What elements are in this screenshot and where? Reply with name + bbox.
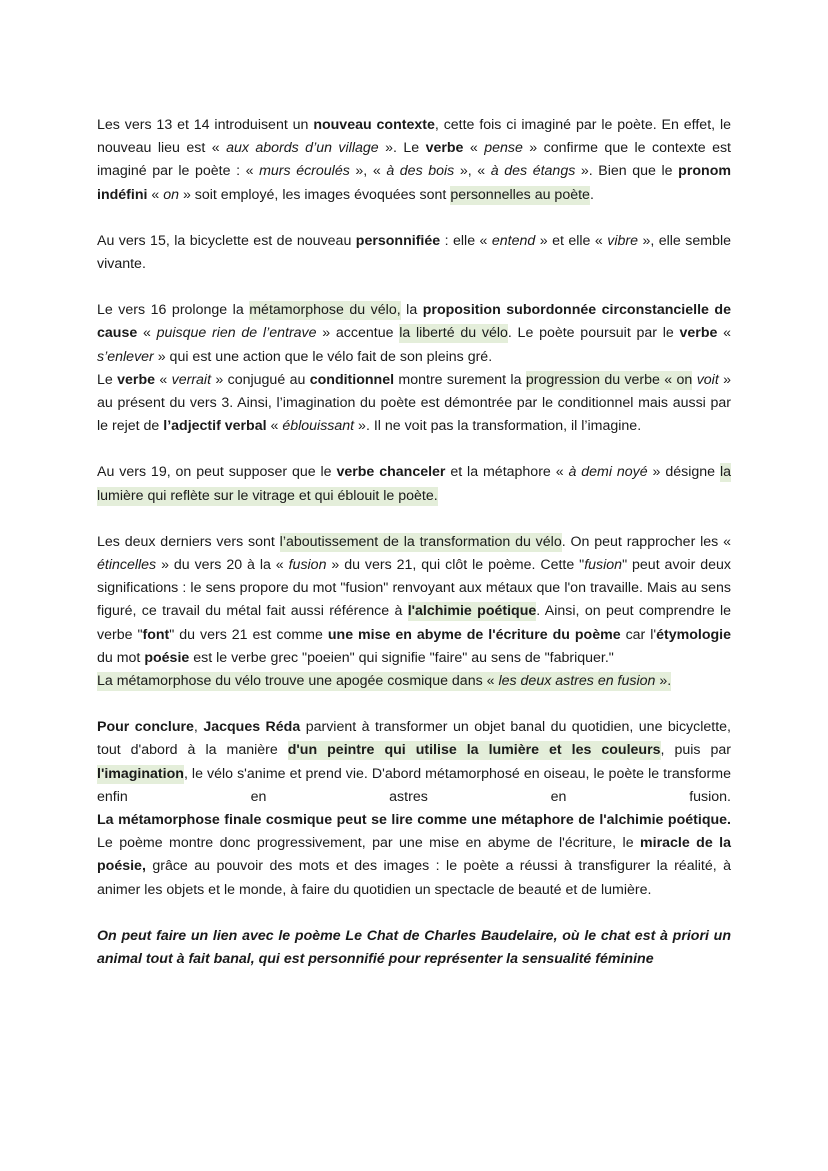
text-run: . Ainsi, on peut comprendre le verbe " xyxy=(97,603,731,643)
text-run: ». Il ne voit pas la transformation, il l’imagine. xyxy=(354,418,642,435)
text-run: « xyxy=(147,186,164,203)
highlighted-run: La métamorphose du vélo trouve une apogée cosmique dans « xyxy=(97,673,499,690)
paragraph-p8-pour-conclure xyxy=(97,716,731,809)
text-run: , xyxy=(193,719,204,736)
text-run: » du vers 21, qui clôt le poème. Cette " xyxy=(326,557,585,574)
bold-run: poésie xyxy=(144,649,190,666)
highlighted-run: ». xyxy=(655,673,672,690)
text-run: : elle « xyxy=(440,232,492,249)
italic-run: on xyxy=(163,186,180,203)
text-run: » accentue xyxy=(316,325,400,342)
italic-run: s’enlever xyxy=(97,348,154,365)
text-run: Le xyxy=(97,371,118,388)
italic-run: entend xyxy=(491,232,536,249)
italic-run: fusion xyxy=(584,557,623,574)
bold-run: miracle de la poésie, xyxy=(97,835,731,875)
text-run: montre surement la xyxy=(394,371,526,388)
text-run: . Le poète poursuit par le xyxy=(507,325,680,342)
highlighted-run: progression du verbe « on xyxy=(525,371,693,388)
italic-run: à des étangs xyxy=(490,163,576,180)
text-run: " peut avoir deux significations : le sens propore du mot "fusion" renvoyant aux métaux que l'on travaille. Mais au sens figuré, ce travail du métal fait aussi référence à xyxy=(97,557,731,620)
bold-run: conditionnel xyxy=(309,371,395,388)
text-run: » conjugué au xyxy=(211,371,310,388)
highlighted-run: l’aboutissement de la transformation du vélo xyxy=(279,533,562,550)
text-run: est le verbe grec "poeien" qui signifie "faire" au sens de "fabriquer." xyxy=(189,649,614,666)
italic-run: à demi noyé xyxy=(568,464,648,481)
paragraph-p3-vers-16 xyxy=(97,299,731,369)
paragraph-p4-verbe-verrait xyxy=(97,369,731,439)
text-run: » du vers 20 à la « xyxy=(156,557,289,574)
text-run: », elle semble vivante. xyxy=(97,232,731,273)
italic-run: puisque rien de l’entrave xyxy=(156,325,317,342)
bold-run: personnifiée xyxy=(355,232,441,249)
text-run: » au présent du vers 3. Ainsi, l’imagination du poète est démontrée par le conditionnel mais aussi par le rejet de xyxy=(97,371,732,435)
italic-run: vibre xyxy=(607,232,638,249)
text-run: . On peut rapprocher les « xyxy=(561,533,731,550)
bold-run: verbe xyxy=(117,371,155,388)
text-run: , cette fois ci imaginé par le poète. En effet, le nouveau lieu est « xyxy=(97,117,731,157)
text-run: » désigne xyxy=(647,464,720,481)
text-run: « xyxy=(717,325,731,342)
document-body xyxy=(97,114,731,971)
bold-run: verbe chanceler xyxy=(336,464,446,481)
italic-run: pense xyxy=(484,140,523,157)
bold-run: étymologie xyxy=(656,626,731,643)
text-run: » soit employé, les images évoquées sont xyxy=(179,186,451,203)
bold-run: La métamorphose finale cosmique peut se lire comme une métaphore de l'alchimie poétique. xyxy=(97,812,731,829)
text-run: ». Le xyxy=(378,140,426,157)
bold-run: verbe xyxy=(679,325,718,342)
text-run: " du vers 21 est comme xyxy=(169,626,328,643)
italic-run: étincelles xyxy=(97,557,157,574)
paragraph-p9-metamorphose-finale xyxy=(97,809,731,902)
bold-run: nouveau contexte xyxy=(313,117,435,133)
text-run: la xyxy=(400,302,423,319)
italic-run: verrait xyxy=(171,371,212,388)
text-run: », « xyxy=(454,163,491,180)
text-run: » qui est une action que le vélo fait de son pleins gré. xyxy=(153,348,493,365)
text-run: Les vers 13 et 14 introduisent un xyxy=(97,117,314,133)
text-run: », « xyxy=(349,163,387,180)
italic-run: voit xyxy=(696,371,719,388)
highlighted-run: la liberté du vélo xyxy=(399,325,508,342)
text-run: « xyxy=(137,325,157,342)
italic-highlighted-run: les deux astres en fusion xyxy=(498,673,656,690)
bold-run: verbe xyxy=(425,140,464,157)
highlighted-run: personnelles au poète xyxy=(450,186,590,203)
text-run: , puis par xyxy=(660,742,731,759)
highlighted-run: la lumière qui reflète sur le vitrage et qui éblouit le poète. xyxy=(97,464,731,504)
text-run: « xyxy=(266,418,283,435)
italic-run: murs écroulés xyxy=(259,163,350,180)
text-run: Au vers 15, la bicyclette est de nouveau xyxy=(97,232,356,249)
text-run: Le poème montre donc progressivement, par une mise en abyme de l'écriture, le xyxy=(97,835,641,852)
text-run: ». Bien que le xyxy=(575,163,679,180)
bold-run: font xyxy=(142,626,170,643)
bold-run: pronom indéfini xyxy=(97,163,731,203)
paragraph-p2-vers-15 xyxy=(97,230,731,276)
paragraph-p10-lien-baudelaire xyxy=(97,925,731,971)
bold-run: proposition subordonnée circonstancielle de cause xyxy=(97,302,731,342)
text-run: Les deux derniers vers sont xyxy=(97,533,280,550)
highlighted-run: métamorphose du vélo, xyxy=(249,302,401,319)
text-run: et la métaphore « xyxy=(445,464,569,481)
text-run: » et elle « xyxy=(535,232,608,249)
italic-run: éblouissant xyxy=(282,418,355,435)
bold-highlighted-run: l'alchimie poétique xyxy=(407,603,537,620)
text-run: , le vélo s'anime et prend vie. D'abord métamorphosé en oiseau, le poète le transforme enfin en astres en fusion. xyxy=(97,765,731,805)
text-run: du mot xyxy=(97,649,145,666)
text-run: Au vers 19, on peut supposer que le xyxy=(97,464,337,481)
bold-highlighted-run: d'un peintre qui utilise la lumière et les couleurs xyxy=(287,742,661,759)
paragraph-p5-vers-19 xyxy=(97,461,731,507)
italic-run: aux abords d’un village xyxy=(226,140,379,157)
paragraph-p6-deux-derniers-vers xyxy=(97,531,731,670)
bold-run: une mise en abyme de l'écriture du poème xyxy=(327,626,621,643)
text-run: . xyxy=(589,186,594,203)
paragraph-p1-vers-13-14 xyxy=(97,114,731,207)
bold-run: Pour conclure xyxy=(97,719,194,736)
italic-run: à des bois xyxy=(386,163,455,180)
italic-run: fusion xyxy=(288,557,327,574)
bold-run: l’adjectif verbal xyxy=(163,418,267,435)
text-run: « xyxy=(463,140,485,157)
text-run: grâce au pouvoir des mots et des images : le poète a réussi à transfigurer la réalité, à animer les objets et le monde, à faire du quotidien un spectacle de beauté et de lumière. xyxy=(97,858,731,898)
text-run: car l' xyxy=(620,626,657,643)
text-run: Le vers 16 prolonge la xyxy=(97,302,250,319)
text-run: « xyxy=(155,371,172,388)
bold-run: Jacques Réda xyxy=(203,719,301,736)
text-run: » confirme que le contexte est imaginé par le poète : « xyxy=(97,140,731,180)
text-run: parvient à transformer un objet banal du quotidien, une bicyclette, tout d'abord à la manière xyxy=(97,719,731,759)
bold-italic-run: On peut faire un lien avec le poème Le Chat de Charles Baudelaire, où le chat est à priori un animal tout à fait banal, qui est personnifié pour représenter la sensualité féminine xyxy=(97,927,731,968)
bold-highlighted-run: l'imagination xyxy=(97,765,184,782)
paragraph-p7-apogee-cosmique xyxy=(97,670,731,693)
